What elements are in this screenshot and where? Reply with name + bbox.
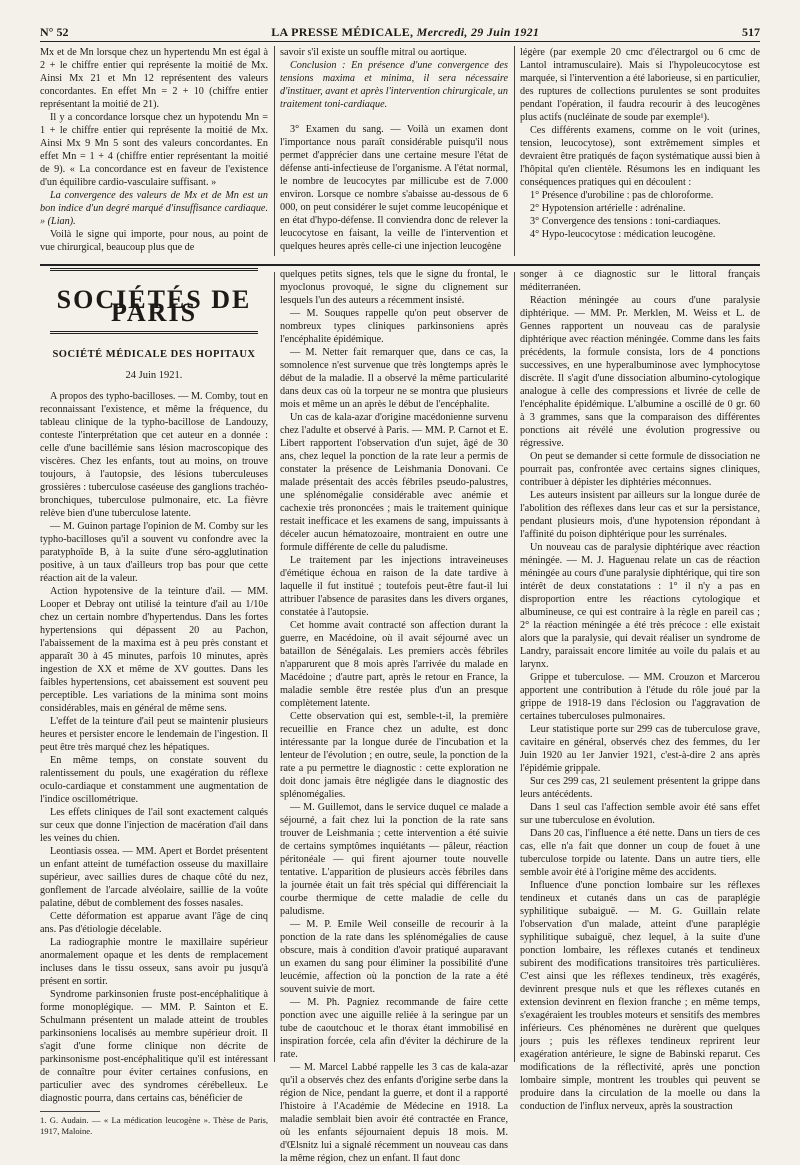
- footnote-rule: [40, 1111, 100, 1112]
- column-divider: [274, 46, 275, 256]
- paragraph: Cette déformation est apparue avant l'âge de cinq ans. Pas d'étiologie décelable.: [40, 911, 268, 935]
- paragraph: Action hypotensive de la teinture d'ail. — MM. Looper et Debray ont utilisé la teinture d'ail au 1/10e chez un certain nombre d'hypertendus. Dans les fortes hypertensions qui dépassent 20 au Pachon, l'abaissement de la maxima est à peu près constant et apparaît 30 à 45 minutes, parfois 10 minutes, après ingestion de XX et même de XV gouttes. Dans les faibles hypertensions, cet abaissement est souvent peu perceptible. Les variations de la minima sont moins considérables, mais en général de même sens.: [40, 586, 268, 714]
- top-column-3: [520, 46, 760, 264]
- paragraph: Leontiasis ossea. — MM. Apert et Bordet présentent un enfant atteint de tuméfaction osseuse du maxillaire supérieur, avec saillies dures de chaque côté du nez, gonflement de l'arcade alvéolaire, saillie de la voûte palatine, début de comblement des fosses nasales.: [40, 846, 268, 909]
- journal-masthead: [271, 25, 539, 40]
- list-item: 1° Présence d'urobiline : pas de chloroforme.: [530, 190, 714, 201]
- paragraph: — M. Ph. Pagniez recommande de faire cette ponction avec une aiguille reliée à la seringue par un tube de caoutchouc et le thorax étant immobilisé en inspiration forcée, cela afin d'éviter la déchirure de la rate.: [280, 997, 508, 1060]
- paragraph: L'effet de la teinture d'ail peut se maintenir plusieurs heures et persister encore le lendemain de l'ingestion. Il peut être très marqué chez les hépatiques.: [40, 716, 268, 753]
- page-header: [40, 18, 760, 40]
- title-rule: [50, 268, 258, 271]
- paragraph: — M. Netter fait remarquer que, dans ce cas, la somnolence n'est survenue que très longtemps après le début de la maladie. Il a observé la même particularité dans deux cas où la torpeur ne se montra que plusieurs mois et même un an après le début de l'encéphalite.: [280, 347, 508, 410]
- paragraph: Réaction méningée au cours d'une paralysie diphtérique. — MM. Pr. Merklen, M. Weiss et L. de Gennes rapportent un nouveau cas de paralysie diphtérique avec réaction méningée. Comme dans les faits précédents, la formule consista, lors de 4 ponctions successives, en une hyperalbuminose avec lymphocytose discrète. Il s'agit d'une dissociation albumino-cytologique analogue à celle des compressions et livrée de celle de l'encéphalite épidémique. L'albumine a oscillé de 0 gr. 60 à 3 grammes, sans que la comparaison des différentes ponctions ait révélé une évolution progressive ou régressive.: [520, 295, 760, 449]
- paragraph: Cette observation qui est, semble-t-il, la première recueillie en France chez un adulte, est donc intéressante par la longue durée de l'incubation et la lenteur de l'évolution ; en outre, seule, la ponction de la rate a pu permettre le diagnostic : cette exploration ne doit donc jamais être négligée dans le diagnostic des splénomégalies.: [280, 711, 508, 800]
- bottom-column-2: [280, 268, 508, 1164]
- paragraph: Un cas de kala-azar d'origine macédonienne survenu chez l'adulte et observé à Paris. — MM. P. Carnot et E. Libert rapportent l'observation d'un sujet, âgé de 30 ans, chez lequel la ponction de la rate leur a permis de constater la présence de Leishmania Donovani. Ce malade présentait des accès fébriles pseudo-palustres, une splénomégalie considérable avec anémie et cachexie très prononcées ; mais le traitement quinique restait inefficace et les examens de sang, impuissants à déceler aucun hématozoaire, montraient en outre une formule différente de celle du paludisme.: [280, 412, 508, 553]
- paragraph: Les auteurs insistent par ailleurs sur la longue durée de l'abolition des réflexes dans leur cas et sur la persistance, pendant plusieurs mois, d'une hypotension répondant à l'affinité du poison diphtérique pour les surrénales.: [520, 490, 760, 540]
- paragraph: Sur ces 299 cas, 21 seulement présentent la grippe dans leurs antécédents.: [520, 776, 760, 800]
- paragraph: En même temps, on constate souvent du ralentissement du pouls, une exagération du réflexe oculo-cardiaque et constamment une augmentation de l'indice oscillométrique.: [40, 755, 268, 805]
- session-date: 24 Juin 1921.: [125, 370, 183, 381]
- paragraph: 3° Examen du sang. — Voilà un examen dont l'importance nous paraît considérable puisqu'il nous permet d'apprécier dans une certaine mesure l'état de défense anti-infectieuse de l'organisme. A l'état normal, le nombre de leucocytes par millicube est de 7.000 environ. Lorsque ce nombre s'abaisse au-dessous de 6 000, on peut considérer le sujet comme leucopénique et en état d'hypo-défense. Il conviendra donc de relever la leucocytose en faisant, la veille de l'intervention et quelques heures après celle-ci une injection leucogène: [280, 124, 508, 252]
- column-divider: [274, 272, 275, 1062]
- list-item: 4° Hypo-leucocytose : médication leucogène.: [530, 229, 716, 240]
- footnote: [40, 1111, 268, 1137]
- paragraph: Leur statistique porte sur 299 cas de tuberculose grave, cavitaire en général, observés chez des femmes, du 1er Juin 1920 au 1er Janvier 1921, c'est-à-dire 2 ans après l'épidémie grippale.: [520, 724, 760, 774]
- paragraph: Mx et de Mn lorsque chez un hypertendu Mn est égal à 2 + le chiffre entier qui représente la moitié de Mx. Ainsi Mx 21 et Mn 12 représentent des valeurs concordantes. En effet Mn = 2 + 10 (chiffre entier représentant la moitié de 21).: [40, 47, 268, 110]
- paragraph: On peut se demander si cette formule de dissociation ne pourrait pas, confrontée avec certains signes cliniques, contribuer à dépister les diphtéries méconnues.: [520, 451, 760, 488]
- paragraph: Grippe et tuberculose. — MM. Crouzon et Marcerou apportent une contribution à l'étude du rôle joué par la grippe de 1918-19 dans l'éclosion ou l'aggravation de certaines tuberculoses pulmonaires.: [520, 672, 760, 722]
- paragraph: — M. Guillemot, dans le service duquel ce malade a séjourné, a fait chez lui la ponction de la rate sans trouver de Leishmania ; cette intervention a été suivie de certains symptômes inquiétants — pâleur, réaction péritonéale — qui firent ajourner toute nouvelle tentative. L'apparition de plusieurs accès fébriles dans la journée était un fait très spécial qui différenciait la courbe thermique de cette maladie de celle du paludisme.: [280, 802, 508, 917]
- column-divider: [514, 46, 515, 256]
- title-rule: [50, 331, 258, 334]
- paragraph: songer à ce diagnostic sur le littoral français méditerranéen.: [520, 269, 760, 293]
- paragraph: Influence d'une ponction lombaire sur les réflexes tendineux et cutanés dans un cas de paraplégie syphilitique subaiguë. — M. G. Guillain relate l'observation d'un malade, atteint d'une paraplégie syphilitique subaiguë, chez lequel, à la suite d'une ponction lombaire, les réflexes cutanés et tendineux subirent des modifications transitoires très particulières. C'est ainsi que les réflexes tendineux, très exagérés, devinrent presque nuls et que les réflexes cutanés en extension devinrent en flexion franche ; en même temps, s'exagéraient les troubles moteurs et sensitifs des membres inférieurs. Ces phénomènes ne durèrent que quelques jours ; puis les réflexes tendineux reprirent leur exagération antérieure, le signe de Babinski reparut. Ces modifications de la réflectivité, après une ponction lombaire simple, montrent les troubles qui peuvent se produire dans la circulation de la moelle ou dans la conduction de l'influx nerveux, après la soustraction: [520, 880, 760, 1112]
- journal-name: LA PRESSE MÉDICALE,: [271, 25, 414, 39]
- paragraph: — M. Souques rappelle qu'on peut observer de nombreux types cliniques parkinsoniens après l'encéphalite épidémique.: [280, 308, 508, 345]
- paragraph: savoir s'il existe un souffle mitral ou aortique.: [280, 47, 467, 58]
- paragraph: Ces différents examens, comme on le voit (urines, tension, leucocytose), sont extrêmement simples et devraient être pratiqués de façon systématique aussi bien à l'hôpital qu'en clientèle. Résumons les en indiquant les conséquences pratiques qui en découlent :: [520, 125, 760, 188]
- footnote-text: 1. G. Audain. — « La médication leucogène ». Thèse de Paris, 1917, Maloine.: [40, 1115, 268, 1136]
- section-rule: [40, 264, 760, 266]
- top-column-1: [40, 46, 268, 264]
- paragraph: Syndrome parkinsonien fruste post-encéphalitique à forme monoplégique. — MM. P. Sainton et E. Schulmann présentent un malade atteint de troubles parkinsoniens localisés au membre supérieur droit. Il s'agit d'une forme clinique non décrite de parkinsonisme post-encéphalitique qu'il est intéressant de connaître pour éviter certaines confusions, en particulier avec des syndromes cérébelleux. Le diagnostic pourra, dans certains cas, bénéficier de: [40, 989, 268, 1104]
- top-column-2: [280, 46, 508, 264]
- paragraph: Dans 1 seul cas l'affection semble avoir été sans effet sur une tuberculose en évolution.: [520, 802, 760, 826]
- paragraph: A propos des typho-bacilloses. — M. Comby, tout en reconnaissant l'existence, et même la fréquence, du tableau clinique de la typho-bacillose de Landouzy, conteste l'interprétation que cet auteur en a donnée : celle d'une bacillémie sans lésion macroscopique des viscères. Chez les enfants, tout au moins, on trouve toujours, à l'autopsie, des lésions tuberculeuses grossières : tuberculose caséeuse des ganglions trachéo-bronchiques, tuberculose pulmonaire, etc. La fièvre relève bien d'une tuberculose latente.: [40, 391, 269, 519]
- paragraph: — M. P. Emile Weil conseille de recourir à la ponction de la rate dans les splénomégalies de cause obscure, mais à condition d'avoir pratiqué auparavant un examen du sang pour éliminer la possibilité d'une leucémie, affection où la ponction de la rate a été souvent suivie de mort.: [280, 919, 508, 995]
- paragraph: Cet homme avait contracté son affection durant la guerre, en Macédoine, où il avait séjourné avec un bataillon de Sénégalais. Les premiers accès fébriles n'apparurent que 8 mois après l'arrivée du malade en Macédoine ; d'autre part, après le retour en France, la maladie semble être restée plus d'un an presque complètement latente.: [280, 620, 508, 709]
- paragraph: Il y a concordance lorsque chez un hypotendu Mn = 1 + le chiffre entier qui représente la moitié de Mx. Ainsi Mx 9 Mn 5 sont des valeurs concordantes. En effet Mn = 1 + 4 (chiffre entier représentant la moitié de 9). « La concordance est en faveur de l'existence d'un équilibre cardio-vasculaire suffisant. »: [40, 112, 268, 188]
- paragraph: quelques petits signes, tels que le signe du frontal, le myoclonus provoqué, le signe du clignement sur lesquels l'un des auteurs a récemment insisté.: [280, 269, 508, 306]
- list-item: 2° Hypotension artérielle : adrénaline.: [530, 203, 686, 214]
- section-title: SOCIÉTÉS DE PARIS: [56, 285, 252, 327]
- paragraph: Conclusion : En présence d'une convergence des tensions maxima et minima, il sera nécessaire d'instituer, avant et après l'intervention chirurgicale, un traitement toni-cardiaque.: [280, 60, 508, 110]
- paragraph: — M. Guinon partage l'opinion de M. Comby sur les typho-bacilloses qu'il a souvent vu confondre avec la paratyphoïde B, à la suite d'une séro-agglutination positive, à un taux d'ailleurs trop bas pour que cette réaction ait de la valeur.: [40, 521, 268, 584]
- paragraph: Voilà le signe qui importe, pour nous, au point de vue chirurgical, beaucoup plus que de: [40, 229, 268, 253]
- issue-number: N° 52: [40, 25, 69, 39]
- society-name: SOCIÉTÉ MÉDICALE DES HOPITAUX: [52, 349, 256, 360]
- page-number: 517: [742, 25, 760, 39]
- column-divider: [514, 272, 515, 1062]
- paragraph: Dans 20 cas, l'influence a été nette. Dans un tiers de ces cas, elle n'a fait que donner un coup de fouet à une tuberculose torpide ou latente. Dans un autre tiers, elle semble avoir été à l'origine même des accidents.: [520, 828, 760, 878]
- issue-date: Mercredi, 29 Juin 1921: [416, 25, 540, 39]
- paragraph: Les effets cliniques de l'ail sont exactement calqués sur ceux que donne l'injection de macération d'ail dans les veines du chien.: [40, 807, 268, 844]
- paragraph: La radiographie montre le maxillaire supérieur anormalement opaque et les dents de remplacement incluses dans le tissu osseux, sans avoir pu jusqu'à présent en sortir.: [40, 937, 268, 987]
- paragraph: La convergence des valeurs de Mx et de Mn est un bon indice d'un degré marqué d'insuffisance cardiaque. » (Lian).: [40, 190, 268, 227]
- bottom-column-3: [520, 268, 760, 1112]
- header-rule: [40, 41, 760, 42]
- paragraph: Le traitement par les injections intraveineuses d'émétique échoua en raison de la date tardive à laquelle il fut institué ; toutefois peut-être faut-il lui attribuer l'absence de parasites dans les divers organes, constatée à l'autopsie.: [280, 555, 508, 618]
- bottom-column-1: [40, 268, 269, 1136]
- list-item: 3° Convergence des tensions : toni-cardiaques.: [530, 216, 721, 227]
- paragraph: — M. Marcel Labbé rappelle les 3 cas de kala-azar qu'il a observés chez des enfants d'origine serbe dans la région de Nice, pendant la guerre, et dont il a rapporté l'histoire à l'Académie de Médecine en 1918. La maladie semblait bien avoir été contractée en France, où les enfants séjournaient depuis 18 mois. M. d'Œlsnitz lui a signalé récemment un nouveau cas dans la même région, chez un enfant. Il faut donc: [280, 1062, 508, 1164]
- paragraph: légère (par exemple 20 cmc d'électrargol ou 6 cmc de Lantol intramusculaire). Mais si l'hypoleucocytose est marquée, si l'intervention a été laborieuse, si en particulier, des ruptures de collections purulentes se sont produites pendant l'opération, il faudra recourir à des leucogènes plus actifs (nucléinate de soude par exemple¹).: [520, 47, 760, 123]
- paragraph: Un nouveau cas de paralysie diphtérique avec réaction méningée. — M. J. Haguenau relate un cas de réaction méningée au cours d'une paralysie diphtérique, qui tire son intérêt de deux constatations : 1° il n'y a pas en disproportion entre les réactions cytologique et albumineuse, ce qui est contraire à la règle en pareil cas ; 2° la réaction méningée a été très précoce : elle existait alors que la paralysie, qui devait réaliser un syndrome de Landry, paraissait encore limitée au voile du palais et au larynx.: [520, 542, 760, 670]
